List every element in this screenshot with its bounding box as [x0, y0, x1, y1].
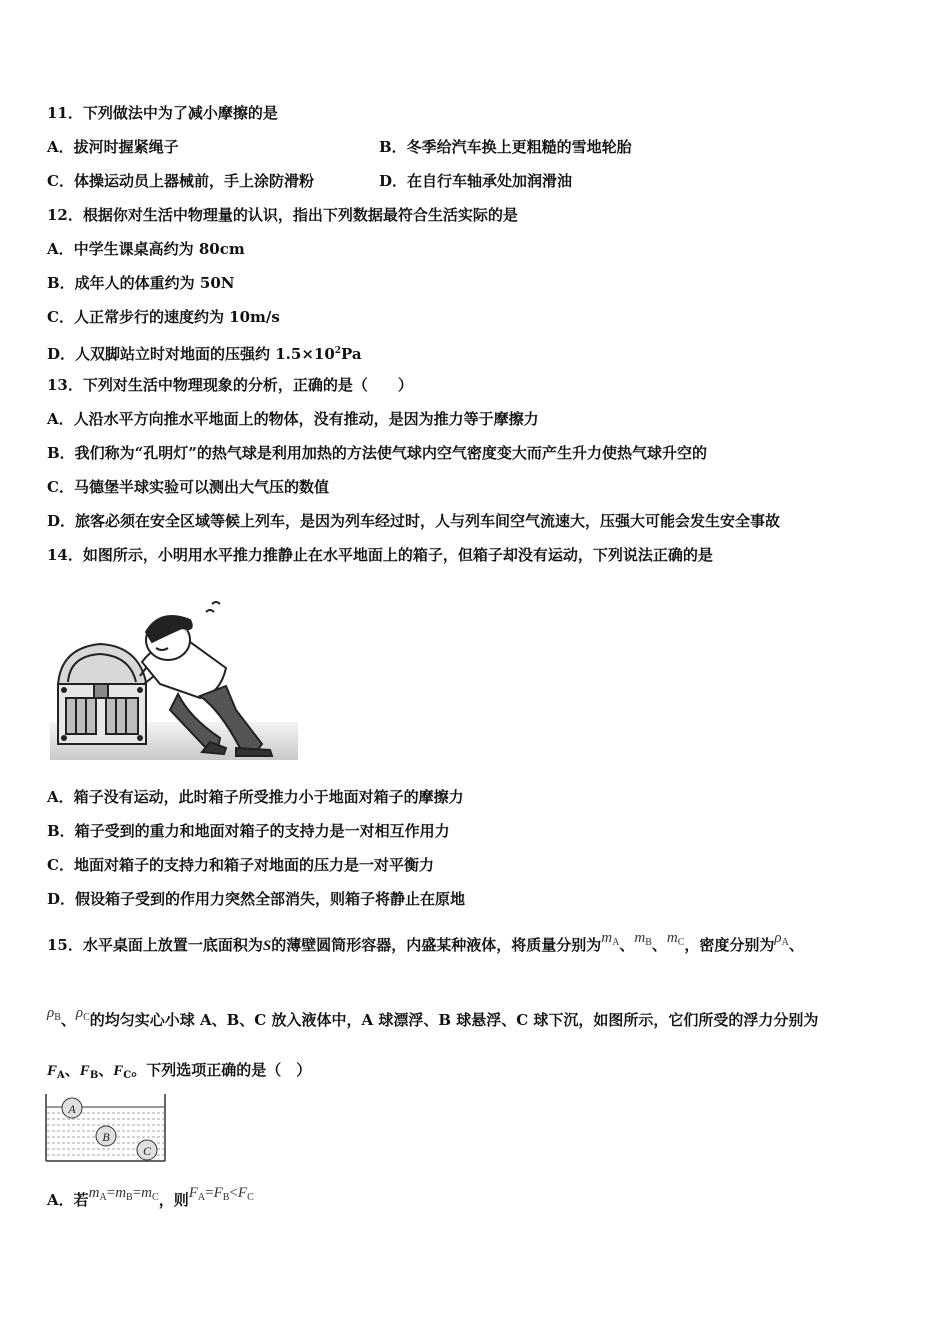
q15-line2-text: 的均匀实心小球 A、B、C 放入液体中，A 球漂浮、B 球悬浮、C 球下沉，如图所示，它们所受的浮力分别为: [89, 1011, 819, 1029]
q15-rho-c-symbol: ρ: [75, 1005, 84, 1021]
q15-density-text: ，密度分别为: [684, 936, 775, 954]
q14-option-c: C．地面对箱子的支持力和箱子对地面的压力是一对平衡力: [47, 856, 434, 874]
q11-option-c: C．体操运动员上器械前，手上涂防滑粉: [47, 172, 314, 190]
q15-rho-b-symbol: ρ: [47, 1005, 55, 1021]
q13-option-c: C．马德堡半球实验可以测出大气压的数值: [47, 478, 329, 496]
q15-option-a-mid: ，则: [158, 1191, 189, 1209]
q15-force-a-sub: A: [57, 1070, 65, 1081]
treasure-chest: [58, 644, 146, 744]
q13-option-a: A．人沿水平方向推水平地面上的物体，没有推动，是因为推力等于摩擦力: [47, 410, 539, 428]
q14-option-d: D．假设箱子受到的作用力突然全部消失，则箱子将静止在原地: [47, 890, 466, 908]
q13-option-b: B．我们称为“孔明灯”的热气球是利用加热的方法使气球内空气密度变大而产生升力使热气球升空的: [47, 444, 707, 462]
q15-stem-part1: 15．水平桌面上放置一底面积为: [47, 936, 263, 954]
q15-opt-m-b-sub: B: [126, 1192, 133, 1203]
q15-sep-4: 、: [60, 1011, 76, 1029]
q13-option-d: D．旅客必须在安全区域等候上列车，是因为列车经过时，人与列车间空气流速大，压强大可能会发生安全事故: [47, 512, 781, 530]
ball-a-label: A: [68, 1102, 76, 1116]
q15-stem-line1: [47, 930, 804, 961]
q15-mass-b-sub: B: [645, 937, 652, 948]
q15-opt-f-b: F: [213, 1185, 223, 1201]
q11-option-d: D．在自行车轴承处加润滑油: [379, 172, 573, 190]
q15-line3-end: 。下列选项正确的是（ ）: [131, 1061, 312, 1079]
q15-opt-m-c-sub: C: [152, 1192, 159, 1203]
ball-b-label: B: [102, 1130, 110, 1144]
q15-force-c-sub: C: [123, 1070, 132, 1081]
q15-opt-m-a-sub: A: [99, 1192, 107, 1203]
q15-opt-f-c: F: [237, 1185, 248, 1201]
q13-stem: 13．下列对生活中物理现象的分析，正确的是（ ）: [47, 376, 413, 394]
ball-b: [96, 1126, 116, 1146]
q15-mass-b-symbol: m: [634, 930, 646, 946]
q15-rho-c-sub: C: [83, 1012, 90, 1023]
q15-opt-eq-1: =: [106, 1185, 116, 1201]
boy-pushing-box-illustration: [50, 598, 298, 760]
q15-stem-line3: [47, 1060, 311, 1086]
q12-option-a: A．中学生课桌高约为 80cm: [47, 240, 245, 258]
ball-a: [62, 1098, 82, 1118]
q12-option-b: B．成年人的体重约为 50N: [47, 274, 235, 292]
q12-option-d-unit: Pa: [341, 345, 362, 363]
q12-option-d-text: D．人双脚站立时对地面的压强约 1.5×10: [47, 345, 335, 363]
q15-opt-f-a: F: [188, 1185, 198, 1201]
q15-rho-b-sub: B: [54, 1012, 61, 1023]
q15-rho-a-symbol: ρ: [774, 930, 782, 946]
ball-c-label: C: [142, 1144, 152, 1158]
q12-option-d: [47, 341, 362, 364]
q15-mass-a-symbol: m: [601, 930, 613, 946]
q15-force-c-symbol: F: [113, 1063, 124, 1079]
q15-area-symbol: S: [262, 938, 272, 954]
q15-opt-eq-3: =: [205, 1185, 214, 1201]
q15-mass-a-sub: A: [612, 937, 620, 948]
q15-opt-m-b: m: [115, 1185, 127, 1201]
q15-force-a-symbol: F: [47, 1063, 58, 1079]
q15-stem-line2: [47, 1005, 819, 1036]
q12-option-c: C．人正常步行的速度约为 10m/s: [47, 308, 280, 326]
q11-option-b: B．冬季给汽车换上更粗糙的雪地轮胎: [379, 138, 632, 156]
q14-option-a: A．箱子没有运动，此时箱子所受推力小于地面对箱子的摩擦力: [47, 788, 464, 806]
q15-sep-1: 、: [619, 936, 635, 954]
q11-stem: 11．下列做法中为了减小摩擦的是: [47, 104, 278, 122]
q15-mass-c-symbol: m: [666, 930, 678, 946]
q15-opt-f-a-sub: A: [197, 1192, 206, 1203]
q15-option-a-prefix: A．若: [47, 1191, 89, 1209]
q14-stem: 14．如图所示，小明用水平推力推静止在水平地面上的箱子，但箱子却没有运动，下列说法正确的是: [47, 546, 713, 564]
q15-sep-3: 、: [788, 936, 804, 954]
q12-option-d-exponent: 2: [334, 346, 342, 356]
q15-opt-m-c: m: [141, 1185, 153, 1201]
container-with-balls-diagram: [44, 1093, 168, 1163]
q15-opt-eq-2: =: [132, 1185, 142, 1201]
q15-sep-6: 、: [98, 1061, 114, 1079]
q15-rho-a-sub: A: [781, 937, 789, 948]
q15-stem-part2: 的薄壁圆筒形容器，内盛某种液体，将质量分别为: [271, 936, 602, 954]
q15-opt-f-b-sub: B: [222, 1192, 230, 1203]
q15-sep-2: 、: [651, 936, 667, 954]
ball-c: [137, 1140, 157, 1160]
q15-force-b-sub: B: [89, 1070, 99, 1081]
q15-force-b-symbol: F: [79, 1063, 90, 1079]
q12-stem: 12．根据你对生活中物理量的认识，指出下列数据最符合生活实际的是: [47, 206, 518, 224]
q15-opt-m-a: m: [88, 1185, 100, 1201]
q15-mass-c-sub: C: [677, 937, 685, 948]
q15-opt-lt: <: [229, 1185, 238, 1201]
q15-option-a: [47, 1185, 254, 1216]
q11-option-a: A．拔河时握紧绳子: [47, 138, 179, 156]
q14-option-b: B．箱子受到的重力和地面对箱子的支持力是一对相互作用力: [47, 822, 450, 840]
q15-sep-5: 、: [64, 1061, 80, 1079]
q15-opt-f-c-sub: C: [247, 1192, 254, 1203]
